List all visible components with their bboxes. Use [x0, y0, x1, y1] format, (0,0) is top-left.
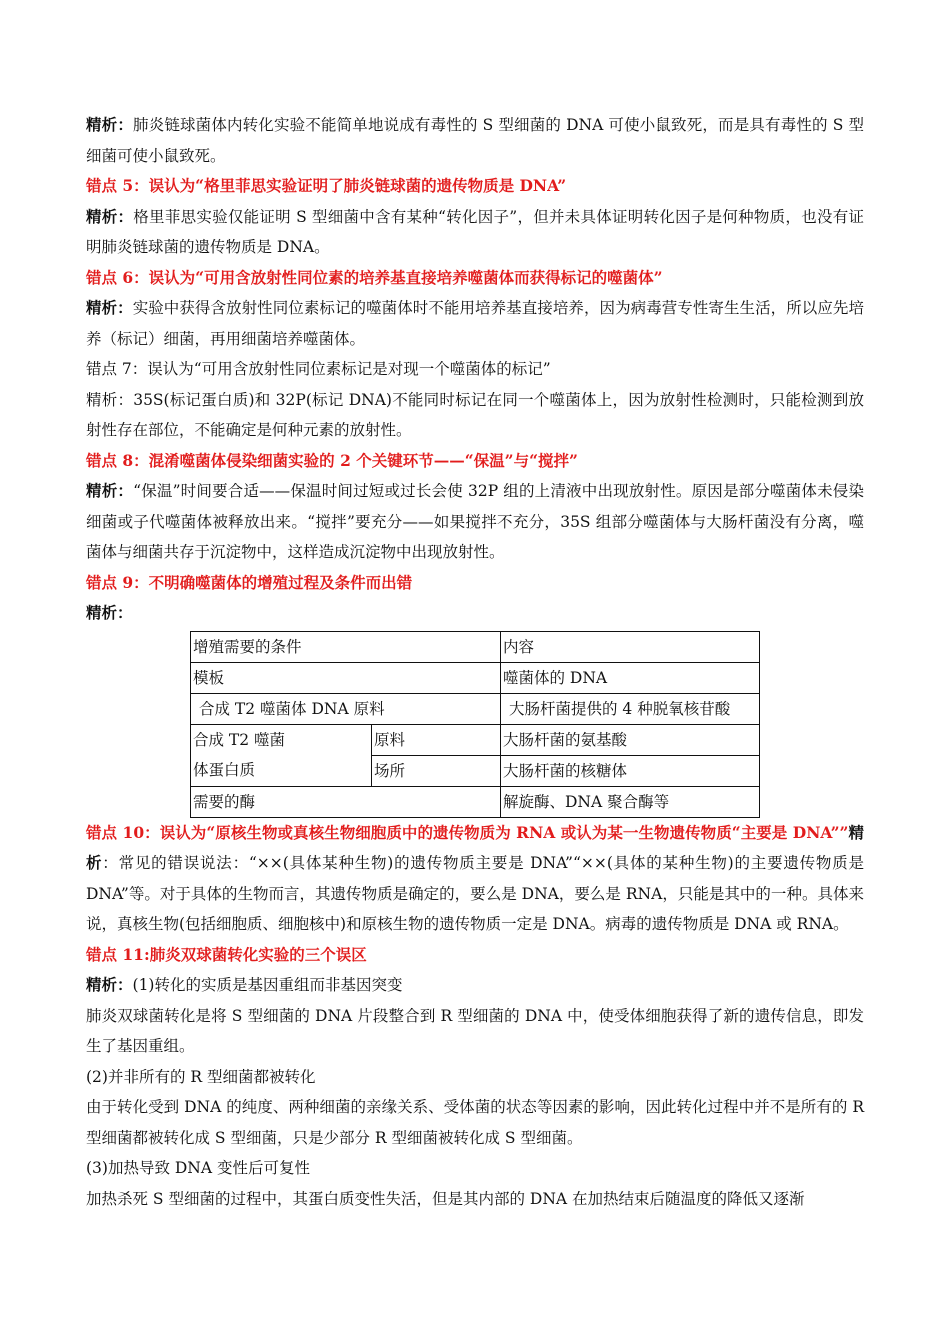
- error-heading-6: 错点 6：误认为“可用含放射性同位素的培养基直接培养噬菌体而获得标记的噬菌体”: [86, 267, 663, 287]
- paragraph-body: (2)并非所有的 R 型细菌都被转化: [86, 1067, 316, 1086]
- analysis-label: 精析：: [86, 115, 133, 134]
- error-heading-9: 错点 9：不明确噬菌体的增殖过程及条件而出错: [86, 572, 413, 592]
- table-cell-label-line: 合成 T2 噬菌: [193, 731, 286, 749]
- analysis-text: ：常见的错误说法：“××(具体某种生物)的遗传物质主要是 DNA”“××(具体的某种生物)的主要遗传物质是 DNA”等。对于具体的生物而言，其遗传物质是确定的，要么是 DNA，要么是 RNA，只能是其中的一种。具体来说，真核生物(包括细胞质、细胞核中)和原核生物的遗传物质一定是 DNA。病毒的遗传物质是 DNA 或 RNA。: [86, 854, 864, 933]
- table-cell-label: 模板: [191, 662, 501, 693]
- analysis-text: 肺炎链球菌体内转化实验不能简单地说成有毒性的 S 型细菌的 DNA 可使小鼠致死，而是具有毒性的 S 型细菌可使小鼠致死。: [86, 116, 864, 165]
- paragraph-analysis-7: 精析：35S(标记蛋白质)和 32P(标记 DNA)不能同时标记在同一个噬菌体上，因为放射性检测时，只能检测到放射性存在部位，不能确定是何种元素的放射性。: [86, 390, 864, 439]
- paragraph-analysis-8: [86, 476, 864, 568]
- paragraph-body: 肺炎双球菌转化是将 S 型细菌的 DNA 片段整合到 R 型细菌的 DNA 中，使受体细胞获得了新的遗传信息，即发生了基因重组。: [86, 1006, 864, 1055]
- error-heading-8: 错点 8：混淆噬菌体侵染细菌实验的 2 个关键环节——“保温”与“搅拌”: [86, 450, 578, 470]
- error-heading-10: 错点 10：误认为“原核生物或真核生物细胞质中的遗传物质为 RNA 或认为某一生物遗传物质“主要是 DNA””: [86, 822, 849, 842]
- error-heading-7: 错点 7：误认为“可用含放射性同位素标记是对现一个噬菌体的标记”: [86, 360, 551, 378]
- paragraph-body: (3)加热导致 DNA 变性后可复性: [86, 1159, 310, 1177]
- analysis-text: (1)转化的实质是基因重组而非基因突变: [132, 976, 403, 994]
- paragraph-analysis-5: [86, 202, 864, 263]
- table-header-content: 内容: [501, 631, 760, 662]
- analysis-text: “保温”时间要合适——保温时间过短或过长会使 32P 组的上清液中出现放射性。原因是部分噬菌体未侵染细菌或子代噬菌体被释放出来。“搅拌”要充分——如果搅拌不充分，35S 组部分噬菌体与大肠杆菌没有分离，噬菌体与细菌共存于沉淀物中，这样造成沉淀物中出现放射性。: [86, 482, 864, 561]
- table-row: [191, 662, 760, 693]
- paragraph-analysis-4: [86, 110, 864, 171]
- analysis-label: 精析：: [86, 975, 133, 994]
- phage-proliferation-table: [190, 631, 760, 818]
- table-cell-content: 噬菌体的 DNA: [501, 662, 760, 693]
- table-row: [191, 693, 760, 724]
- table-cell-sub: 场所: [372, 755, 501, 786]
- paragraph-analysis-6: [86, 293, 864, 354]
- analysis-label: 精析：: [86, 298, 133, 317]
- table-cell-label: [191, 724, 372, 786]
- table-cell-content: 大肠杆菌提供的 4 种脱氧核苷酸: [501, 693, 760, 724]
- paragraph-analysis-10: [86, 818, 864, 940]
- analysis-label: 精析：: [86, 481, 134, 500]
- table-row: [191, 786, 760, 817]
- analysis-text: 实验中获得含放射性同位素标记的噬菌体时不能用培养基直接培养，因为病毒营专性寄生生活，所以应先培养（标记）细菌，再用细菌培养噬菌体。: [86, 299, 864, 348]
- analysis-label-9: 精析：: [86, 603, 133, 622]
- table-cell-content: 大肠杆菌的核糖体: [501, 755, 760, 786]
- table-row: [191, 724, 760, 755]
- analysis-label: 精析: [86, 822, 864, 872]
- error-heading-5: 错点 5：误认为“格里菲思实验证明了肺炎链球菌的遗传物质是 DNA”: [86, 176, 567, 195]
- paragraph-body: 加热杀死 S 型细菌的过程中，其蛋白质变性失活，但是其内部的 DNA 在加热结束后随温度的降低又逐渐: [86, 1189, 805, 1208]
- analysis-text: 格里菲思实验仅能证明 S 型细菌中含有某种“转化因子”，但并未具体证明转化因子是何种物质，也没有证明肺炎链球菌的遗传物质是 DNA。: [86, 207, 864, 256]
- table-cell-content: 大肠杆菌的氨基酸: [501, 724, 760, 755]
- table-cell-content: 解旋酶、DNA 聚合酶等: [501, 786, 760, 817]
- table-cell-label-line: 体蛋白质: [193, 761, 256, 779]
- analysis-label: 精析：: [86, 206, 134, 226]
- paragraph-analysis-11: [86, 970, 864, 1001]
- table-cell-sub: 原料: [372, 724, 501, 755]
- paragraph-body: 由于转化受到 DNA 的纯度、两种细菌的亲缘关系、受体菌的状态等因素的影响，因此转化过程中并不是所有的 R 型细菌都被转化成 S 型细菌，只是少部分 R 型细菌被转化成 S 型细菌。: [86, 1098, 864, 1147]
- table-header-condition: 增殖需要的条件: [191, 631, 501, 662]
- document-page: [86, 110, 864, 1214]
- table-row: [191, 631, 760, 662]
- table-cell-label: 合成 T2 噬菌体 DNA 原料: [191, 693, 501, 724]
- error-heading-11: 错点 11:肺炎双球菌转化实验的三个误区: [86, 944, 367, 964]
- table-cell-label: 需要的酶: [191, 786, 501, 817]
